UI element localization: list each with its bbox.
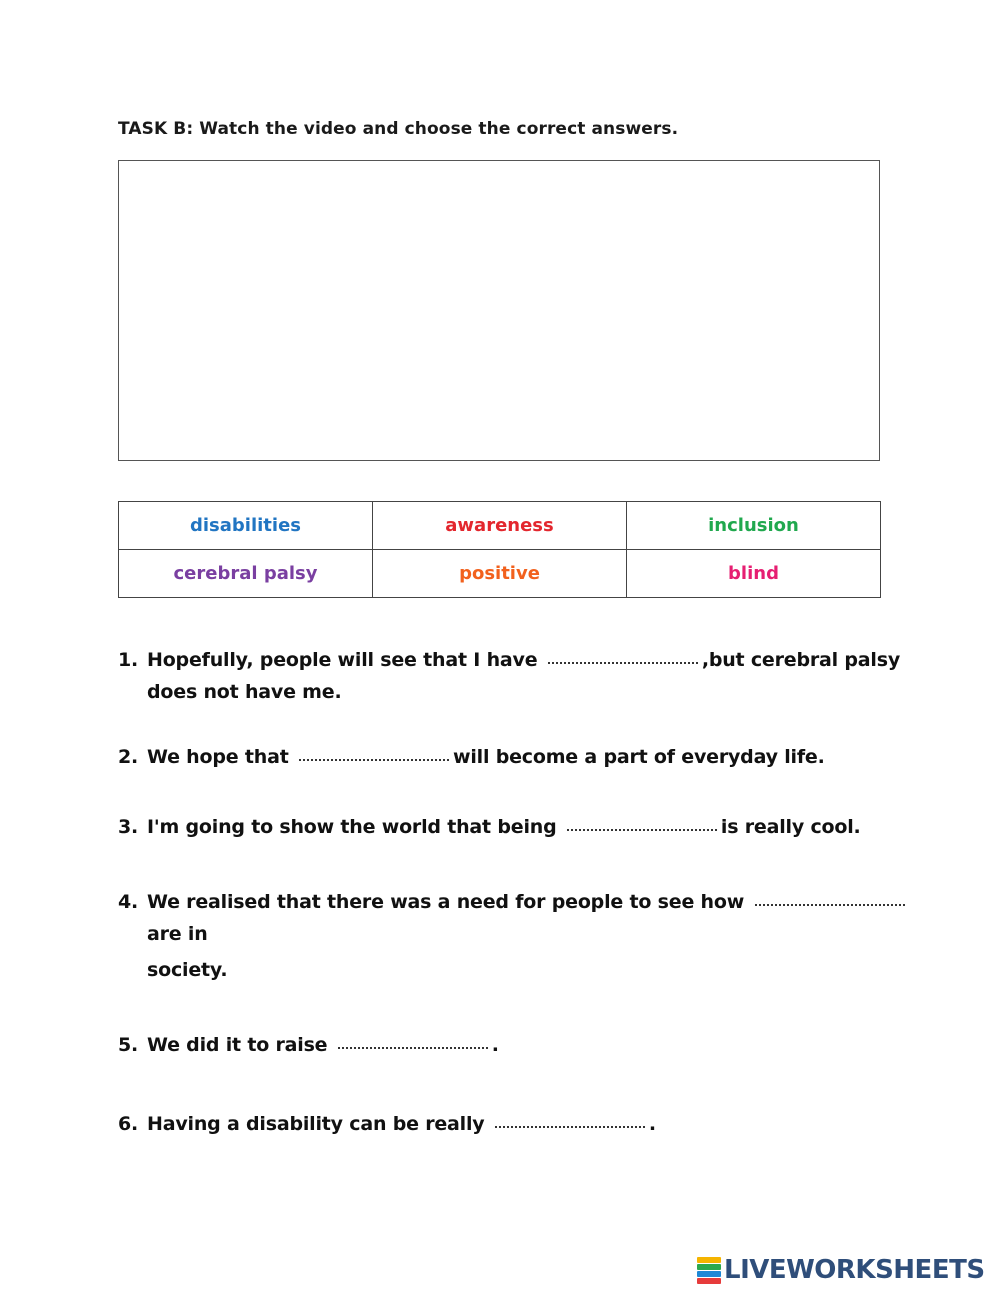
question-6	[118, 1108, 656, 1140]
logo-text: LIVEWORKSHEETS	[724, 1255, 985, 1285]
question-text: .	[491, 1034, 499, 1056]
question-text: Having a disability can be really	[147, 1113, 485, 1135]
question-2	[118, 741, 825, 773]
logo-bar	[697, 1271, 721, 1277]
answer-blank-5[interactable]	[338, 1039, 488, 1049]
logo-bar	[697, 1257, 721, 1263]
question-1	[118, 644, 900, 708]
answer-blank-3[interactable]	[567, 821, 717, 831]
question-text: .	[648, 1113, 656, 1135]
word-bank-row	[119, 550, 881, 598]
question-number: 6.	[118, 1113, 139, 1135]
answer-blank-2[interactable]	[299, 751, 449, 761]
question-number: 3.	[118, 816, 139, 838]
question-text: ,but cerebral palsy	[701, 649, 901, 671]
logo-bar	[697, 1264, 721, 1270]
question-number: 5.	[118, 1034, 139, 1056]
video-player[interactable]	[118, 160, 880, 461]
word-cell-inclusion: inclusion	[627, 502, 881, 550]
question-text: does not have me.	[147, 681, 342, 703]
answer-blank-6[interactable]	[495, 1118, 645, 1128]
task-title: TASK B: Watch the video and choose the correct answers.	[118, 119, 679, 139]
question-text: We realised that there was a need for people to see how	[147, 891, 745, 913]
answer-blank-4[interactable]	[755, 896, 905, 906]
liveworksheets-logo	[697, 1254, 985, 1286]
question-text: We hope that	[147, 746, 289, 768]
question-text: We did it to raise	[147, 1034, 328, 1056]
word-bank-row	[119, 502, 881, 550]
question-text: Hopefully, people will see that I have	[147, 649, 538, 671]
question-text: are in	[147, 923, 208, 945]
answer-blank-1[interactable]	[548, 654, 698, 664]
question-number: 2.	[118, 746, 139, 768]
question-text: society.	[147, 959, 228, 981]
word-cell-awareness: awareness	[373, 502, 627, 550]
logo-bar	[697, 1278, 721, 1284]
word-cell-cerebral-palsy: cerebral palsy	[119, 550, 373, 598]
question-text: will become a part of everyday life.	[453, 746, 825, 768]
question-number: 1.	[118, 649, 139, 671]
logo-mark-icon	[697, 1257, 721, 1283]
question-4	[118, 886, 909, 986]
question-3	[118, 811, 861, 843]
word-cell-disabilities: disabilities	[119, 502, 373, 550]
question-5	[118, 1029, 499, 1061]
word-cell-positive: positive	[373, 550, 627, 598]
question-text: is really cool.	[720, 816, 861, 838]
word-cell-blind: blind	[627, 550, 881, 598]
question-text: I'm going to show the world that being	[147, 816, 557, 838]
question-number: 4.	[118, 891, 139, 913]
word-bank-table	[118, 501, 881, 598]
